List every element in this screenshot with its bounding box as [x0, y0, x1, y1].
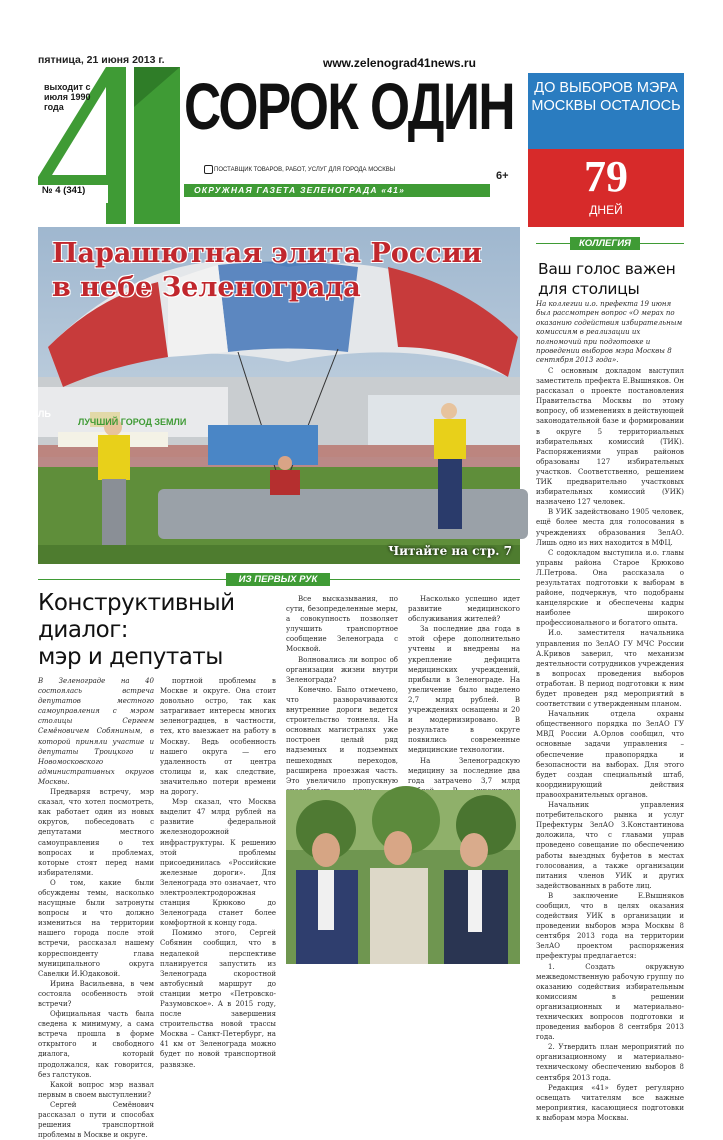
article-title-line2: для столицы [538, 280, 640, 298]
article-title-line3: мэр и депутаты [38, 644, 223, 670]
age-rating: 6+ [496, 170, 509, 182]
paragraph: В заключение Е.Вышняков сообщил, что в целях оказания содействия УИК в организации и проведении выборов мэра Москвы 8 сентября 2013 года на территории ЗелАО проектом распоряжения префектуры предлагается: [536, 891, 684, 961]
countdown-unit: ДНЕЙ [589, 203, 623, 217]
svg-text:ЛУЧШИЙ ГОРОД ЗЕМЛИ: ЛУЧШИЙ ГОРОД ЗЕМЛИ [78, 417, 187, 427]
hero-headline-line1: Парашютная элита России [52, 238, 482, 269]
three-men-image [286, 790, 520, 964]
paragraph: Насколько успешно идет развитие медицинского обслуживания жителей? [408, 595, 520, 624]
website-link[interactable]: www.zelenograd41news.ru [323, 56, 476, 70]
hero-headline[interactable] [52, 237, 482, 305]
paragraph: Конечно. Было отмечено, что разворачиваются внутренние дороги ведется строительство тоннеля. На основных магистралях уже построен целый ряд надземных и подземных пешеходных переходов, расширена проезжая часть. Это увеличило пропускную [286, 685, 398, 785]
countdown-days-box [528, 149, 684, 227]
paragraph: Начальник отдела охраны общественного порядка по ЗелАО ГУ МВД России А.Орлов сообщил, что основные задачи управления – обеспечение правопорядка и безопасности на выборах. Для этого будет создан специальный штаб, координирующий действия правоохранительных органов. [536, 710, 684, 799]
article-column-1 [38, 676, 154, 1140]
subtitle-bar: ОКРУЖНАЯ ГАЗЕТА ЗЕЛЕНОГРАДА «41» [184, 184, 490, 197]
issue-number: № 4 (341) [42, 185, 86, 196]
paragraph: В УИК задействовано 1905 человек, ещё более места для голосования в учреждениях образования ЗелАО. Лишь одно из них находится в МФЦ. [536, 508, 684, 547]
paragraph: Предваряя встречу, мэр сказал, что хотел посмотреть, как работает один из новых округов, побеседовать с депутатами местного самоуправления о тех вопросах и проблемах, которые стоят перед нами избирателями. [38, 788, 154, 877]
paragraph: О том, какие были обсуждены темы, насколько насущные были затронуты вопросы и что должно измениться на территории нашего города после этой встречи, рассказал нашему корреспонденту глава муниципального округа Савелки И.Юдаковой. [38, 878, 154, 978]
paragraph: портной проблемы в Москве и округе. Она стоит довольно остро, так как затрагивает интересы многих зеленоградцев, в частности, тех, кто выезжает на работу в Москву. Ведь особенность нашего округа — его удаленность от центра столицы и, как следствие, значительно потери времени на дорогу. [160, 677, 276, 797]
paragraph: 1. Создать окружную межведомственную рабочую группу по оказанию содействия избирательным комиссиям в решении организационных и материально-технических вопросов подготовки и проведения выборов 8 сентября 2013 года. [536, 962, 684, 1042]
hero-headline-line2: в небе Зеленограда [52, 272, 361, 303]
hero-photo[interactable] [38, 227, 520, 564]
paragraph: Какой вопрос мэр назвал первым в своем выступлении? [38, 1080, 154, 1099]
article-column-4 [408, 594, 520, 786]
election-countdown [528, 73, 684, 227]
paragraph: Волновались ли вопрос об организации жизни внутри Зеленограда? [286, 655, 398, 684]
read-more-link[interactable]: Читайте на стр. 7 [388, 544, 512, 558]
paragraph: На Зеленоградскую медицину за последние два года затрачено 3,7 млрд [408, 756, 520, 785]
masthead [38, 54, 518, 224]
countdown-text: ДО ВЫБОРОВ МЭРА МОСКВЫ ОСТАЛОСЬ [528, 73, 684, 149]
article-column-3 [286, 594, 398, 786]
paragraph: За последние два года в этой сфере дополнительно учтены и внедрены на укрепление дефицита медицинских учреждений, прибыли в Зеленограде. На увеличение было выделено 2,7 млрд рублей. В учреждениях оснащены и 20 и модернизировано. В результате в округе появились современные медицинские технологии. [408, 625, 520, 755]
section-tag-from-first-hands: ИЗ ПЕРВЫХ РУК [226, 573, 330, 586]
paragraph: Мэр сказал, что Москва выделит 47 млрд рублей на развитие федеральной железнодорожной инфраструктуры. К решению этой проблемы присоединилась «Российские железные дороги». Для Зеленограда это означает, что электроэлектродорожная станция Крюково до Зеленограда станет более комфортной к концу года. [160, 798, 276, 928]
article-column-2 [160, 676, 276, 1069]
supplier-tagline: ПОСТАВЩИК ТОВАРОВ, РАБОТ, УСЛУГ ДЛЯ ГОРОДА МОСКВЫ [214, 167, 396, 173]
paragraph: И.о. заместителя начальника управления по ЗелАО ГУ МЧС России А.Кривов заверил, что механизм деятельности сотрудников учреждения в вопросах проведения выборов отработан. В период подготовки к ним будет проведен ряд мероприятий в соответствии с утвержденным планом. [536, 629, 684, 709]
article-column-right [536, 366, 685, 1122]
paragraph: Все высказывания, по сути, безопределенные меры, а совокупность позволяет улучшить транспортное сообщение Зеленограда с Москвой. [286, 595, 398, 654]
paragraph: Редакция «41» будет регулярно освещать читателям все важные мероприятия, касающиеся подготовки к выборам мэра Москвы. [536, 1083, 684, 1122]
paragraph: Ирина Васильевна, в чем состояла особенность этой встречи? [38, 979, 154, 1008]
article-title-line2: диалог: [38, 617, 129, 643]
since-label: выходит с июля 1990 года [44, 82, 91, 112]
meeting-photo[interactable] [286, 790, 520, 964]
paragraph: Сергей Семёнович рассказал о пути и способах решения транспортной проблемы в Москве и округе. [38, 1100, 154, 1140]
newspaper-title: СОРОК ОДИН [184, 69, 514, 143]
article-lead-vote: На коллегии и.о. префекта 19 июня был рассмотрен вопрос «О мерах по оказанию содействия избирательным комиссиям в реализации их полномочий при подготовке и проведении выборов мэра Москвы 8 сентября 2013 года». [536, 300, 683, 365]
article-title-vote[interactable] [538, 259, 675, 299]
article-lead: В Зеленограде на 40 состоялась встреча депутатов местного самоуправления с мэром столицы Сергеем Семёновичем Собяниным, в которой приняли участие и депутаты Троицкого и Новомосковского административных округов Москвы. [38, 677, 154, 786]
section-tag-collegium: КОЛЛЕГИЯ [570, 237, 640, 250]
paragraph: 2. Утвердить план мероприятий по организационному и материально-техническому обеспечению выборов 8 сентября 2013 года. [536, 1043, 684, 1082]
article-title-line1: Конструктивный [38, 590, 235, 616]
paragraph: Официальная часть была сведена к минимуму, а сама встреча прошла в форме открытого и свободного диалога, который продолжался, как говорится, без галстуков. [38, 1010, 154, 1079]
paragraph: С содокладом выступила и.о. главы управы района Старое Крюково Л.Петрова. Она рассказала о результатах подготовки к выборам в районе, подчеркнув, что подобраны канцелярские и обеспечены кадры наиболее широкого профессионального и богатого опыта. [536, 548, 684, 628]
paragraph: Помимо этого, Сергей Собянин сообщил, что в недалекой перспективе планируется запустить из Зеленограда скоростной автобусный маршрут до станции метро «Петровско-Разумовское». А в 2015 году, после завершения строительства новой трассы Москва – Санкт-Петербург, на 41 км от Зеленограда можно будет по новой транспортной развязке. [160, 929, 276, 1069]
paragraph: С основным докладом выступил заместитель префекта Е.Вышняков. Он рассказал о проекте постановления Правительства Москвы по этому вопросу, об изменениях в действующей законодательной базе и формировании в округе 5 территориальных избирательных комиссий (ТИК). Распоряжениями управ районов образованы 127 избирательных участков. Соответственно, решением ТИК предварительно участковых избирательных комиссий (УИК) назначено 127 человек. [536, 367, 685, 507]
svg-text:ЛЬ: ЛЬ [38, 409, 51, 419]
article-title-dialog[interactable] [38, 590, 235, 671]
article-title-line1: Ваш голос важен [538, 260, 676, 278]
countdown-number: 79 [584, 152, 628, 201]
issue-date: пятница, 21 июня 2013 г. [38, 54, 165, 66]
stamp-icon [204, 165, 213, 174]
paragraph: Начальник управления потребительского рынка и услуг Префектуры ЗелАО З.Константинова доложила, что с главами управ проведено совещание по обеспечению работы выездных буфетов в местах голосования, а также организации питания членов УИК и других задействованных в работе лиц. [536, 801, 684, 890]
